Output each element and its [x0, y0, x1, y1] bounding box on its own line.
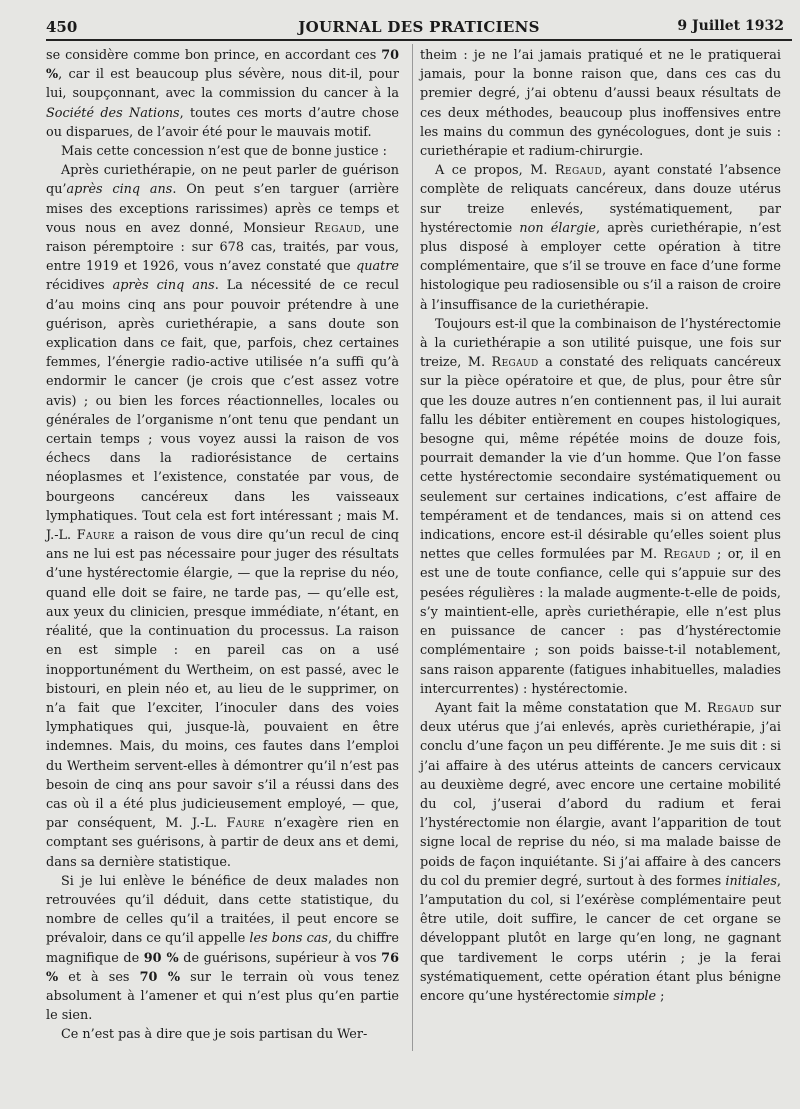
- emphasis-text: simple: [613, 988, 657, 1004]
- text-run: de guérisons, supérieur à vos: [178, 950, 382, 966]
- paragraph: [46, 161, 399, 872]
- header-rule: [46, 39, 792, 41]
- author-name: Regaud: [491, 355, 539, 371]
- text-run: ; or, il en est une de toute confiance, celle qui s’appuie sur des pesées régulières : la malade augmente-t-elle de poids, s’y maintient-elle, après curiethérapie, elle n’est plus en puissance de cancer : pas d’hystérectomie complémentaire ; son poids baisse-t-il notablement, sans raison apparente (fatigues inhabituelles, maladies intercurrentes) : hystérectomie.: [420, 547, 781, 697]
- page-number: 450: [46, 18, 78, 36]
- text-run: , une raison péremptoire : sur 678 cas, traités, par vous, entre 1919 et 1926, vous n’avez constaté que: [46, 220, 399, 275]
- emphasis-text: après cinq ans: [112, 278, 215, 294]
- paragraph: [420, 699, 781, 1006]
- text-run: Toujours est-il que la combinaison de l’hystérectomie à la curiethérapie a son utilité puisque, une fois sur treize, M.: [420, 316, 781, 371]
- text-run: . La nécessité de ce recul d’au moins cinq ans pour pouvoir prétendre à une guérison, après curiethérapie, a sans doute son explication dans ce fait, que, parfois, chez certaines femmes, l’énergie radio-active utilisée n’a suffi qu’à endormir le cancer (je crois que c’est assez votre avis) ; ou bien les forces réactionnelles, locales ou générales de l’organisme n’ont tenu que pendant un certain temps ; vous voyez aussi la raison de vos échecs dans la radiorésistance de certains néoplasmes et l’existence, constatée par vous, de bourgeons cancéreux dans les vaisseaux lymphatiques. Tout cela est fort intéressant ; mais M. J.-L.: [46, 278, 399, 544]
- journal-title: JOURNAL DES PRATICIENS: [298, 18, 540, 36]
- text-run: , après curiethérapie, n’est plus disposé à employer cette opération à titre complémentaire, que s’il se trouve en face d’une forme histologique peu radiosensible ou s’il a raison de croire à l’insuffisance de la curiethérapie.: [420, 220, 782, 313]
- text-run: sur deux utérus que j’ai enlevés, après curiethérapie, j’ai conclu d’une façon un peu différente. Je me suis dit : si j’ai affaire à des utérus atteints de cancers cervicaux au deuxième degré, avec encore une certaine mobilité du col, j’userai d’abord du radium et ferai l’hystérectomie non élargie, avant l’apparition de tout signe local de reprise du néo, si ma malade baisse de poids de façon inquiétante. Si j’ai affaire à des cancers du col du premier degré, surtout à des formes: [420, 700, 781, 889]
- text-run: , l’amputation du col, si l’exérèse complémentaire peut être utile, doit suffire, le cancer de cet organe se développant plutôt en large qu’en long, ne gagnant que tardivement le corps utérin ; je la ferai systématiquement, cette opération étant plus bénigne encore qu’une hystérectomie: [420, 873, 781, 1004]
- author-name: Faure: [226, 816, 265, 832]
- text-run: , toutes ces morts d’autre chose ou disparues, de l’avoir été pour le mauvais motif.: [46, 105, 399, 140]
- text-run: . On peut s’en targuer (arrière mises des exceptions rarissimes) après ce temps et vous nous en avez donné, Monsieur: [46, 182, 399, 236]
- text-run: Après curiethérapie, on ne peut parler de guérison qu’: [46, 163, 399, 198]
- emphasis-text: non élargie: [519, 220, 597, 236]
- emphasis-text: Société des Nations: [46, 105, 180, 121]
- paragraph: [46, 46, 399, 142]
- text-run: , du chiffre magnifique de: [46, 931, 399, 966]
- text-run: a constaté des reliquats cancéreux sur la pièce opératoire et que, de plus, pour être sûr que les douze autres n’en contiennent pas, il lui aurait fallu les débiter entièrement en coupes histologiques, besogne qui, même répétée moins de douze fois, pourrait demander la vie d’un homme. Que l’on fasse cette hystérectomie secondaire systématiquement ou seulement sur certaines indications, c’est affaire de tempérament et de tendances, mais si on attend ces indications, encore est-il désirable qu’elles soient plus nettes que celles formulées par M.: [420, 355, 781, 563]
- column-divider: [412, 44, 413, 1051]
- percent-figure: 70 %: [139, 969, 181, 985]
- text-run: sur le terrain où vous tenez absolument à l’amener et qui n’est plus qu’en partie le sien.: [46, 969, 400, 1024]
- paragraph: [46, 142, 399, 161]
- text-run: a raison de vous dire qu’un recul de cinq ans ne lui est pas nécessaire pour juger des résultats d’une hystérectomie élargie, — que la reprise du néo, quand elle doit se faire, ne tarde pas, — qu’elle est, aux yeux du clinicien, presque immédiate, n’étant, en réalité, que la continuation du processus. La raison en est simple : en pareil cas on a usé inopportunément du Wertheim, on est passé, avec le bistouri, en plein néo et, au lieu de le supprimer, on n’a fait que l’exciter, l’inoculer dans des voies lymphatiques qui, jusque-là, pouvaient en être indemnes. Mais, du moins, ces fautes dans l’emploi du Wertheim servent-elles à démontrer qu’il n’est pas besoin de cinq ans pour savoir s’il a réussi dans des cas où il a été plus judicieusement employé, — que, par conséquent, M. J.-L.: [46, 528, 399, 832]
- percent-figure: 90 %: [143, 950, 179, 966]
- paragraph: [420, 46, 781, 161]
- author-name: Regaud: [554, 163, 603, 179]
- text-run: , car il est beaucoup plus sévère, nous dit-il, pour lui, soupçonnant, avec la commission du cancer à la: [46, 67, 399, 102]
- text-run: theim : je ne l’ai jamais pratiqué et ne le pratiquerai jamais, pour la bonne raison que, dans ces cas du premier degré, j’ai obtenu d’aussi beaux résultats de ces deux méthodes, beaucoup plus inoffensives entre les mains du commun des gynécologues, dont je suis : curiethérapie et radium-chirurgie.: [420, 48, 781, 160]
- text-run: n’exagère rien en comptant ses guérisons, à partir de deux ans et demi, dans sa dernière statistique.: [46, 816, 399, 870]
- text-run: ;: [656, 988, 665, 1004]
- paragraph: [420, 161, 781, 315]
- text-run: Si je lui enlève le bénéfice de deux malades non retrouvées qu’il déduit, dans cette statistique, du nombre de celles qu’il a traitées, il peut encore se prévaloir, dans ce qu’il appelle: [46, 873, 399, 947]
- author-name: Regaud: [663, 547, 711, 563]
- text-run: et à ses: [58, 969, 140, 985]
- author-name: Faure: [76, 528, 116, 544]
- paragraph: [46, 1025, 399, 1044]
- page-header: [46, 8, 792, 38]
- emphasis-text: quatre: [356, 259, 399, 275]
- author-name: Regaud: [707, 700, 755, 716]
- text-run: récidives: [46, 278, 113, 294]
- text-run: Mais cette concession n’est que de bonne justice :: [61, 144, 387, 160]
- text-run: Ayant fait la même constatation que M.: [435, 700, 708, 716]
- paragraph: [420, 315, 781, 699]
- emphasis-text: initiales: [725, 873, 777, 889]
- author-name: Regaud: [314, 220, 362, 236]
- right-column: [420, 46, 781, 1006]
- issue-date: 9 Juillet 1932: [677, 18, 784, 34]
- percent-figure: 76 %: [46, 950, 399, 985]
- emphasis-text: les bons cas: [249, 931, 328, 947]
- percent-figure: 70 %: [46, 48, 399, 83]
- text-run: se considère comme bon prince, en accordant ces: [46, 48, 382, 63]
- left-column: [46, 46, 399, 1045]
- paragraph: [46, 872, 399, 1026]
- text-run: , ayant constaté l’absence complète de reliquats cancéreux, dans douze utérus sur treize enlevés, systématiquement, par hystérectomie: [420, 163, 781, 236]
- text-run: A ce propos, M.: [435, 163, 555, 179]
- emphasis-text: après cinq ans: [66, 182, 173, 198]
- text-run: Ce n’est pas à dire que je sois partisan du Wer-: [61, 1027, 368, 1043]
